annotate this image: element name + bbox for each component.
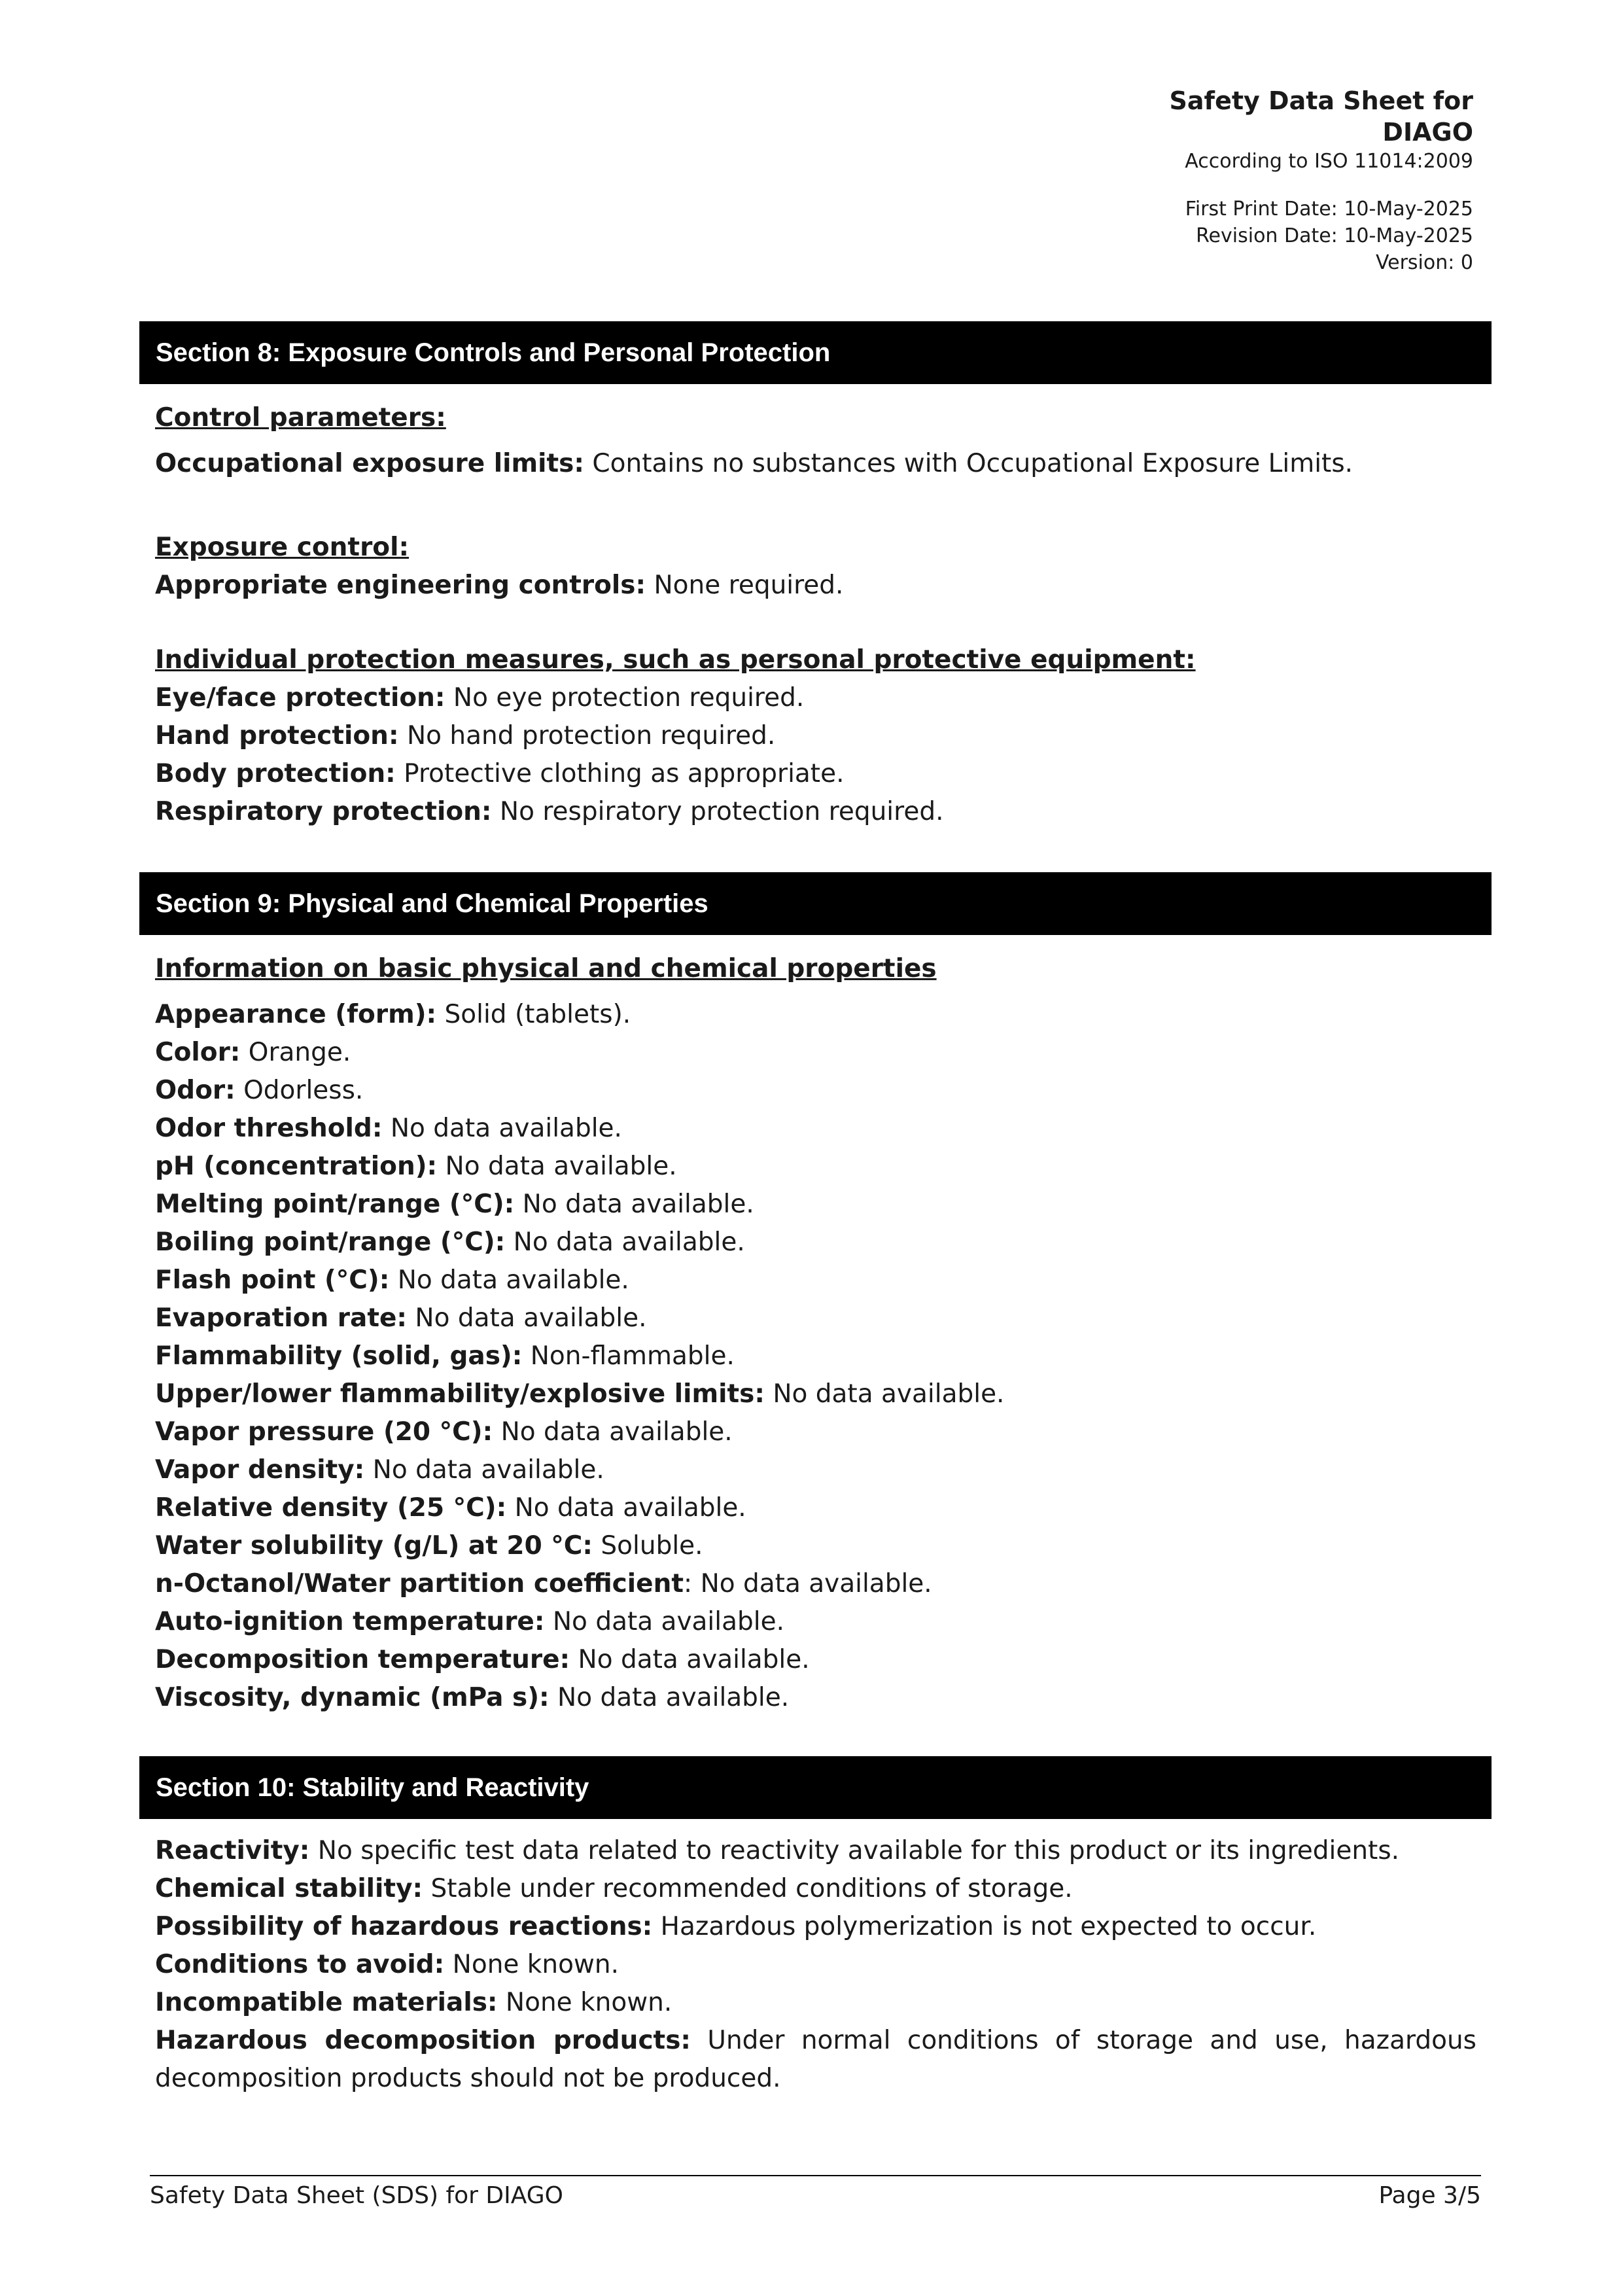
property-item [155, 1110, 1476, 1148]
field-label: Flammability (solid, gas): [155, 1341, 523, 1371]
page-footer [150, 2175, 1481, 2212]
field-label: Possibility of hazardous reactions: [155, 1912, 653, 1941]
field-label: Hand protection: [155, 721, 399, 751]
stability-item [155, 1946, 1476, 1984]
revision-date: Revision Date: 10-May-2025 [1196, 224, 1473, 247]
field-label: pH (concentration): [155, 1152, 438, 1181]
field-label: Auto-ignition temperature: [155, 1607, 545, 1636]
field-value: No data available. [506, 1493, 746, 1523]
document-header [884, 85, 1473, 276]
field-value: Soluble. [593, 1531, 703, 1561]
field-value: No data available. [570, 1645, 810, 1674]
field-value: Solid (tablets). [436, 1000, 631, 1029]
field-label: Eye/face protection: [155, 683, 445, 713]
property-item [155, 1148, 1476, 1186]
footer-document-title: Safety Data Sheet (SDS) for DIAGO [150, 2182, 563, 2209]
ppe-item [155, 755, 1476, 793]
field-label: Hazardous decomposition products: [155, 2026, 691, 2055]
field-label: Evaporation rate: [155, 1303, 408, 1333]
field-label: Reactivity: [155, 1836, 310, 1865]
field-value: No data available. [364, 1455, 604, 1485]
property-item [155, 1072, 1476, 1110]
field-label: Appearance (form): [155, 1000, 437, 1029]
field-label: Relative density (25 °C): [155, 1493, 507, 1523]
field-label: Conditions to avoid: [155, 1950, 445, 1979]
field-value: No specific test data related to reactivity available for this product or its ingredients. [309, 1836, 1400, 1865]
ppe-item [155, 793, 1476, 831]
section-8-title-bar: Section 8: Exposure Controls and Personal Protection [139, 321, 1492, 384]
property-item [155, 1527, 1476, 1565]
property-item [155, 1034, 1476, 1072]
field-label: Decomposition temperature: [155, 1645, 570, 1674]
field-value: No data available. [764, 1379, 1005, 1409]
first-print-date: First Print Date: 10-May-2025 [1185, 198, 1473, 221]
property-item [155, 1679, 1476, 1717]
property-item [155, 1603, 1476, 1641]
field-value: No data available. [389, 1265, 629, 1295]
property-item [155, 996, 1476, 1034]
engineering-controls [155, 567, 1476, 605]
control-parameters-heading: Control parameters: [155, 403, 446, 433]
field-value: Orange. [240, 1038, 351, 1067]
version: Version: 0 [1375, 251, 1473, 274]
field-value: Under normal conditions of storage and use, hazardous decomposition products should not be produced. [155, 2026, 1476, 2093]
section-9-content [155, 950, 1476, 1717]
exposure-control-heading: Exposure control: [155, 533, 410, 562]
field-value: No respiratory protection required. [491, 797, 944, 826]
field-label: Odor: [155, 1076, 236, 1105]
section-8-content [155, 399, 1476, 831]
field-value: No eye protection required. [445, 683, 805, 713]
field-value: Contains no substances with Occupational Exposure Limits. [584, 449, 1353, 478]
property-item [155, 1262, 1476, 1299]
ppe-item [155, 679, 1476, 717]
field-value: Protective clothing as appropriate. [395, 759, 845, 788]
field-label: Vapor density: [155, 1455, 365, 1485]
field-value: Hazardous polymerization is not expected to occur. [652, 1912, 1317, 1941]
field-value: None required. [646, 571, 844, 600]
property-item [155, 1413, 1476, 1451]
field-label: Boiling point/range (°C): [155, 1227, 506, 1257]
property-item [155, 1451, 1476, 1489]
field-value: Odorless. [235, 1076, 364, 1105]
header-title: Safety Data Sheet for [1169, 86, 1473, 115]
ppe-heading: Individual protection measures, such as personal protective equipment: [155, 645, 1196, 675]
page-number: Page 3/5 [1378, 2182, 1481, 2209]
property-item [155, 1565, 1476, 1603]
properties-list [155, 996, 1476, 1717]
property-item [155, 1299, 1476, 1337]
field-label: Appropriate engineering controls: [155, 571, 646, 600]
field-label: Chemical stability: [155, 1874, 423, 1903]
field-label: Melting point/range (°C): [155, 1190, 515, 1219]
section-10-title-bar: Section 10: Stability and Reactivity [139, 1756, 1492, 1819]
occupational-exposure-limits [155, 445, 1476, 483]
stability-item [155, 1832, 1476, 1870]
field-label: Vapor pressure (20 °C): [155, 1417, 493, 1447]
property-item [155, 1641, 1476, 1679]
field-value: No data available. [514, 1190, 754, 1219]
field-value: No data available. [549, 1683, 790, 1712]
section-10-content [155, 1832, 1476, 2098]
stability-item [155, 1984, 1476, 2022]
field-label: Water solubility (g/L) at 20 °C: [155, 1531, 593, 1561]
property-item [155, 1224, 1476, 1262]
field-value: No data available. [382, 1114, 622, 1143]
field-value: : No data available. [684, 1569, 932, 1598]
property-item [155, 1375, 1476, 1413]
field-value: No data available. [505, 1227, 745, 1257]
physical-properties-heading: Information on basic physical and chemical properties [155, 954, 937, 983]
field-label: Flash point (°C): [155, 1265, 390, 1295]
field-label: Upper/lower flammability/explosive limits: [155, 1379, 765, 1409]
field-value: Non-flammable. [522, 1341, 735, 1371]
field-value: None known. [444, 1950, 619, 1979]
header-standard: According to ISO 11014:2009 [1185, 150, 1473, 173]
stability-item [155, 2022, 1476, 2098]
field-label: Incompatible materials: [155, 1988, 498, 2017]
property-item [155, 1337, 1476, 1375]
section-9-title-bar: Section 9: Physical and Chemical Properties [139, 872, 1492, 935]
field-label: Viscosity, dynamic (mPa s): [155, 1683, 550, 1712]
stability-item [155, 1870, 1476, 1908]
field-value: No data available. [493, 1417, 733, 1447]
field-label: Body protection: [155, 759, 396, 788]
field-value: No data available. [544, 1607, 784, 1636]
field-value: Stable under recommended conditions of storage. [423, 1874, 1073, 1903]
field-label: n-Octanol/Water partition coefficient [155, 1569, 684, 1598]
field-value: No data available. [437, 1152, 677, 1181]
stability-item [155, 1908, 1476, 1946]
field-label: Respiratory protection: [155, 797, 492, 826]
field-value: None known. [497, 1988, 672, 2017]
ppe-item [155, 717, 1476, 755]
field-label: Odor threshold: [155, 1114, 383, 1143]
field-value: No hand protection required. [398, 721, 776, 751]
field-label: Color: [155, 1038, 241, 1067]
property-item [155, 1489, 1476, 1527]
field-value: No data available. [407, 1303, 647, 1333]
field-label: Occupational exposure limits: [155, 449, 584, 478]
property-item [155, 1186, 1476, 1224]
header-product-name: DIAGO [1382, 118, 1473, 147]
